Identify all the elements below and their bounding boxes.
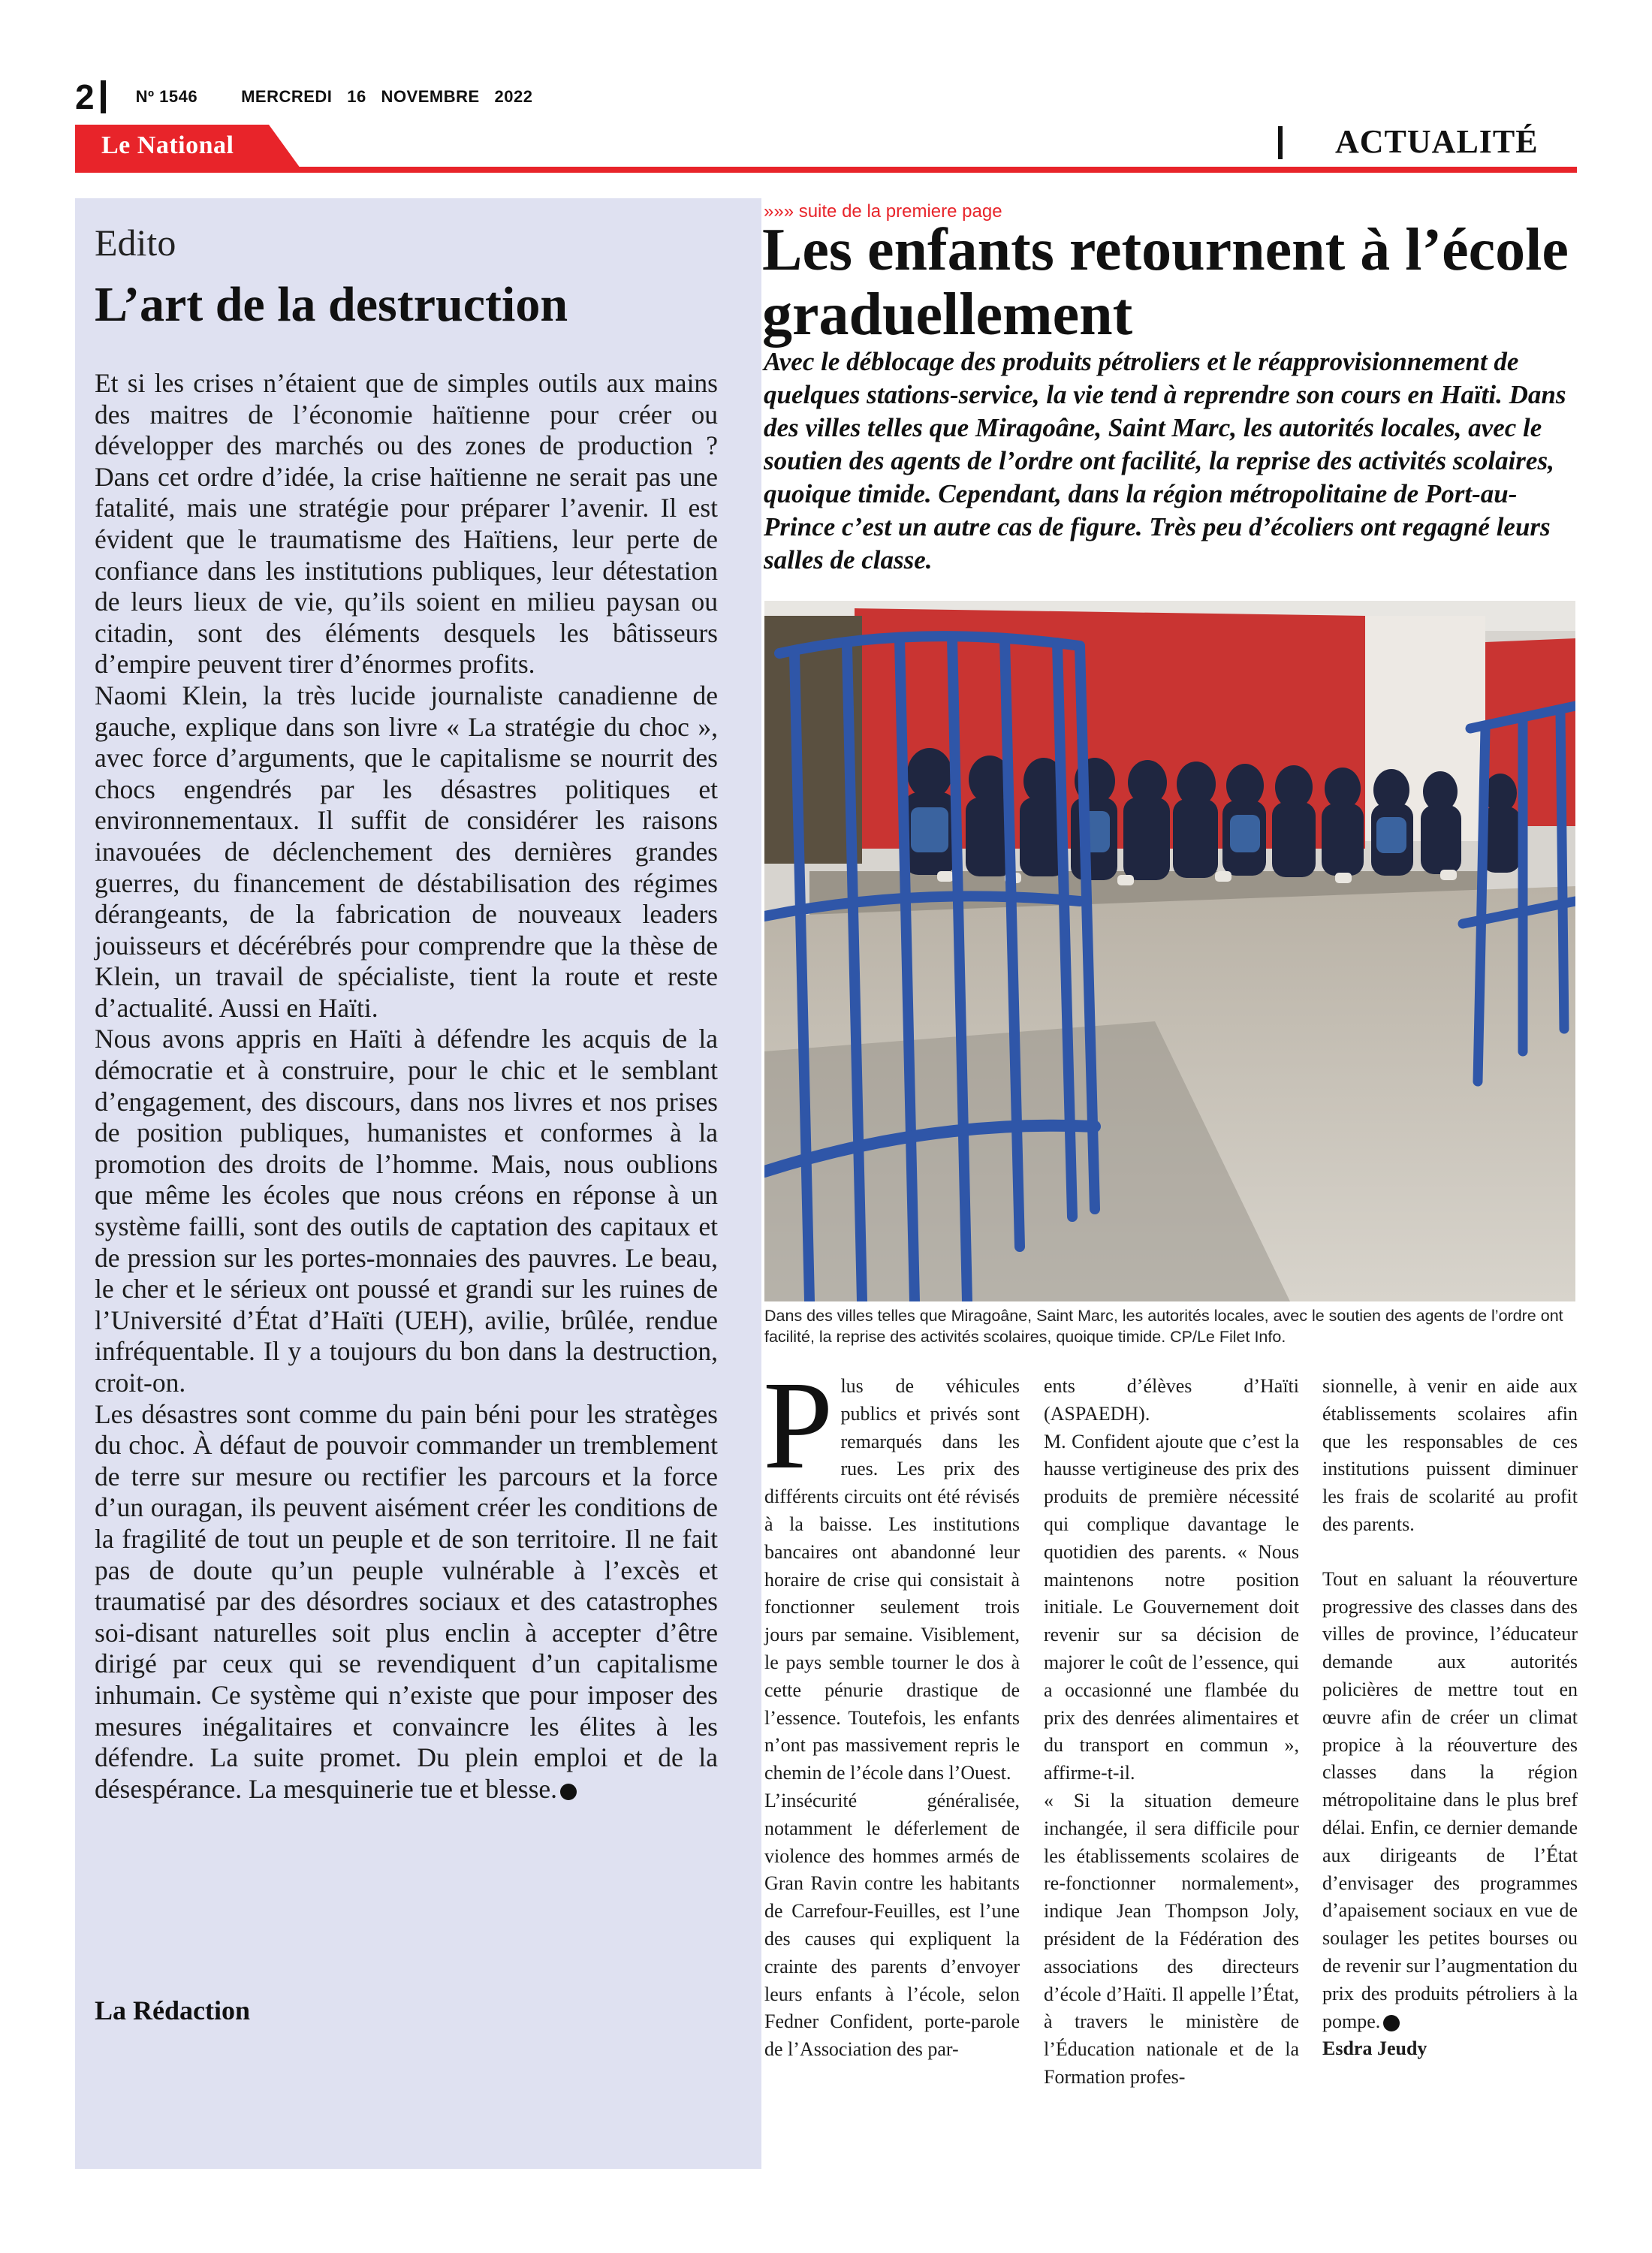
paragraph-gap [1322,1539,1578,1566]
end-mark-icon [1383,2015,1400,2031]
section-label: ACTUALITÉ [1335,123,1539,160]
drop-cap: P [763,1356,834,1495]
issue-number: Nº 1546 [135,87,198,106]
article-paragraph: sionnelle, à venir en aide aux établissements scolaires afin que les responsables de ces institutions puissent diminuer les frais de scolarité au profit des parents. [1322,1375,1578,1535]
article-paragraph: ents d’élèves d’Haïti (ASPAEDH). [1044,1375,1299,1425]
publication-date: MERCREDI 16 NOVEMBRE 2022 [241,87,533,106]
edito-paragraph: Nous avons appris en Haïti à défendre les acquis de la démocratie et à construire, pour le chic et le semblant d’engagement, des discours, dans nos livres et nos prises de position publiques, humanistes et conformes à la promotion des droits de l’homme. Mais, nous oublions que même les écoles que nous créons en réponse à un système failli, sont des outils de captation des capitaux et de pression sur les portes-monnaies des pauvres. Le beau, le cher et le sérieux ont poussé et grandi sur les ruines de l’Université d’État d’Haïti (UEH), avilie, brûlée, rendue infréquentable. Il y a toujours du bon dans la destruction, croit-on. [95,1024,718,1398]
edito-paragraph: Et si les crises n’étaient que de simples outils aux mains des maitres de l’économie haïtienne pour créer ou développer des marchés ou des zones de production ? Dans cet ordre d’idée, la crise haïtienne ne serait pas une fatalité, mais une stratégie pour préparer l’avenir. Il est évident que le traumatisme des Haïtiens, leur perte de confiance dans les institutions publiques, leur détestation de leurs lieux de vie, qu’ils soient en milieu paysan ou citadin, sont des éléments desquels les bâtisseurs d’empire peuvent tirer d’énormes profits. [95,368,718,680]
article-photo [764,601,1575,1301]
edito-column [75,198,761,2169]
continued-from-kicker: »»» suite de la premiere page [764,201,1002,222]
paragraph-text: lus de véhicules publics et privés sont remarqués dans les rues. Les prix des différents circuits ont été révisés à la baisse. Les institutions bancaires ont abandonné leur horaire de crise qui consistait à fonctionner seulement trois jours par semaine. Visiblement, le pays semble tourner le dos à cette pénurie drastique de l’essence. Toutefois, les enfants n’ont pas massivement repris le chemin de l’école dans l’Ouest. [764,1375,1020,1784]
header-rule [75,167,1577,173]
article-headline: Les enfants retournent à l’école graduellement [762,217,1569,348]
article-paragraph [763,1356,1020,1787]
photo-caption: Dans des villes telles que Miragoâne, Saint Marc, les autorités locales, avec le soutien des agents de l’ordre ont facilité, la reprise des activités scolaires, quoique timide. CP/Le Filet Info. [764,1307,1563,1346]
article-paragraph: L’insécurité généralisée, notamment le déferlement de violence des hommes armés de Gran Ravin contre les habitants de Carrefour-Feuilles, est l’une des causes qui expliquent la crainte des parents d’envoyer leurs enfants à l’école, selon Fedner Confident, porte-parole de l’Association des par- [764,1789,1020,2061]
article-byline: Esdra Jeudy [1322,2037,1427,2060]
folio-divider [101,80,106,113]
page-folio [75,77,533,116]
newspaper-brand: Le National [101,131,234,159]
page-number: 2 [75,77,95,116]
edito-paragraph: Naomi Klein, la très lucide journaliste canadienne de gauche, explique dans son livre « La stratégie du choc », avec force d’arguments, que le capitalisme se nourrit des chocs engendrés par les désastres politiques et environnementaux. Il suffit de considérer les raisons inavouées de déclenchement des dernières grandes guerres, du financement de déstabilisation des régimes dérangeants, de la fabrication de nouveaux leaders jouisseurs et décérébrés pour comprendre que la thèse de Klein, un travail de spécialiste, tient la route et reste d’actualité. Aussi en Haïti. [95,680,718,1023]
article-column-1 [763,1356,1020,2064]
edito-kicker: Edito [95,222,176,264]
article-paragraph-last [1322,1566,1578,2036]
edito-paragraph-text: Les désastres sont comme du pain béni pour les stratèges du choc. À défaut de pouvoir commander un tremblement de terre sur mesure ou rectifier les parcours et la force d’un ouragan, ils peuvent aisément créer les conditions de la fragilité de tout un peuple et de son territoire. Il ne fait pas de doute qu’un peuple vulnérable à l’excès et traumatisé par des désordres sociaux et des catastrophes soi-disant naturelles soit plus enclin à accepter d’être dirigé par ceux qui se revendiquent d’un capitalisme inhumain. Ce système qui n’existe que pour imposer des mesures inégalitaires et convaincre les élites à les défendre. La suite promet. Du plein emploi et de la désespérance. La mesquinerie tue et blesse. [95,1398,718,1804]
article-column-2 [1044,1373,1299,2092]
end-mark-icon [560,1784,577,1800]
edito-paragraph-last [95,1399,718,1805]
article-column-3 [1322,1373,1578,2063]
edito-title: L’art de la destruction [95,277,568,332]
article-paragraph: M. Confident ajoute que c’est la hausse vertigineuse des prix des produits de première nécessité qui complique davantage le quotidien des parents. « Nous maintenons notre position initiale. Le Gouvernement doit revenir sur sa décision de majorer le coût de l’essence, qui a occasionné une flambée du prix des denrées alimentaires et du transport en commun », affirme-t-il. [1044,1430,1299,1784]
edito-body [95,368,718,1805]
paragraph-text: Tout en saluant la réouverture progressive des classes dans des villes de province, l’éducateur demande aux autorités policières de mettre tout en œuvre afin de créer un climat propice à la réouverture des classes dans la région métropolitaine dans le plus bref délai. Enfin, ce dernier demande aux dirigeants de l’État d’envisager des programmes d’apaisement sociaux en vue de soulager les petites bourses ou de revenir sur l’augmentation du prix des produits pétroliers à la pompe. [1322,1567,1578,2032]
section-divider [1278,126,1283,159]
article-paragraph: « Si la situation demeure inchangée, il sera difficile pour les établissements scolaires de re-fonctionner normalement», indique Jean Thompson Joly, président de la Fédération des associations des directeurs d’école d’Haïti. Il appelle l’État, à travers le ministère de l’Éducation nationale et de la Formation profes- [1044,1789,1299,2088]
edito-signature: La Rédaction [95,1995,250,2025]
article-deck: Avec le déblocage des produits pétroliers et le réapprovisionnement de quelques stations-service, la vie tend à reprendre son cours en Haïti. Dans des villes telles que Miragoâne, Saint Marc, les autorités locales, avec le soutien des agents de l’ordre ont facilité, la reprise des activités scolaires, quoique timide. Cependant, dans la région métropolitaine de Port-au-Prince c’est un autre cas de figure. Très peu d’écoliers ont regagné leurs salles de classe. [764,347,1566,575]
